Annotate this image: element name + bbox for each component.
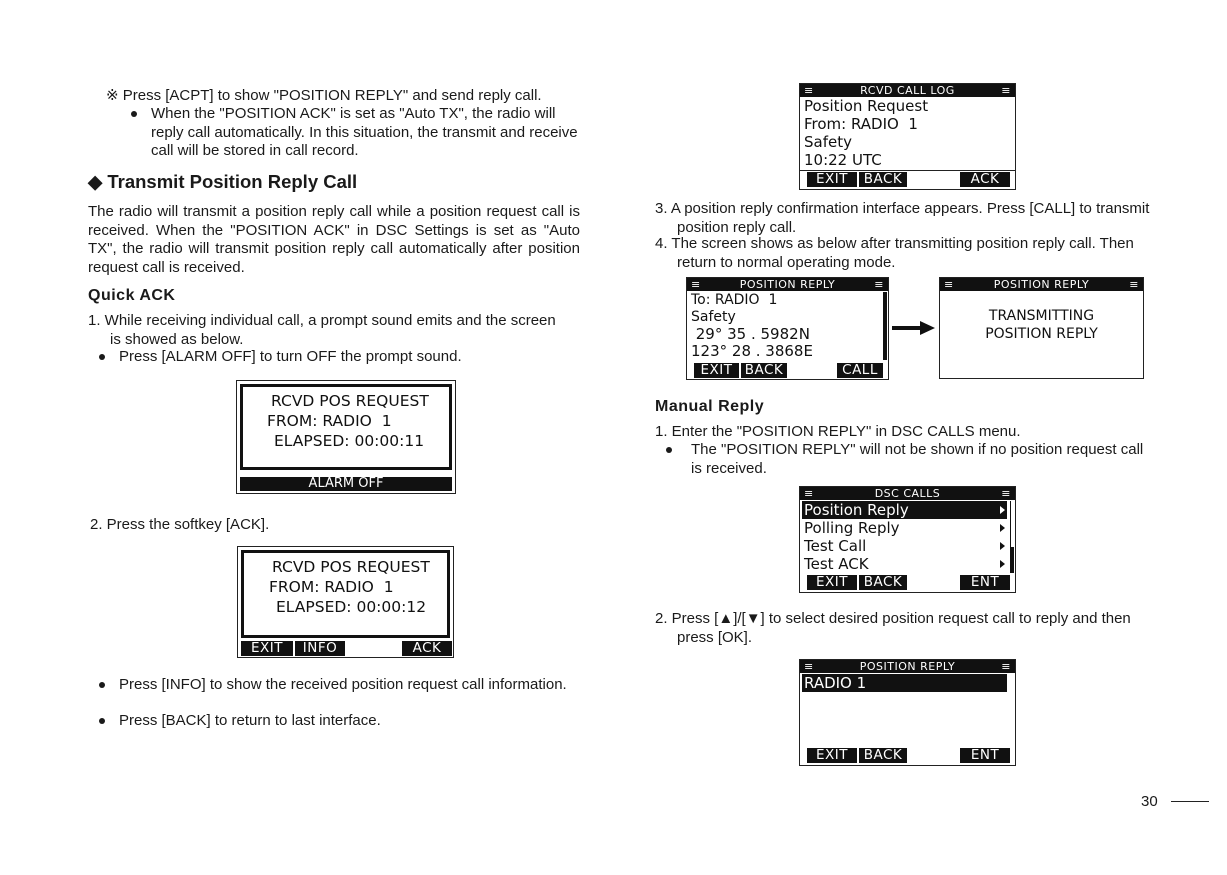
menu-icon: ≡ [1001,84,1011,97]
manual-bullet [666,441,1146,478]
screen-position-reply-list [799,659,1016,766]
lcd-line: Safety [804,133,852,151]
lcd-title: POSITION REPLY [739,278,836,291]
menu-icon: ≡ [804,84,814,97]
manual-step-2: 2. Press [▲]/[▼] to select desired position request call to reply and then press [OK]. [655,610,1131,646]
step-4: 4. The screen shows as below after transmitting position reply call. Then return to normal operating mode. [655,235,1134,271]
softkey-bar [687,363,888,379]
menu-icon: ≡ [804,660,814,673]
screen-rcvd-pos-request-ack [237,546,454,658]
page-number-rule [1171,801,1209,802]
lcd-line: To: RADIO 1 [691,292,778,308]
lcd-title-bar [940,278,1143,291]
ent-softkey[interactable]: ENT [960,575,1010,590]
step-2: 2. Press the softkey [ACK]. [90,516,270,533]
lcd-line: POSITION REPLY [985,326,1098,342]
menu-icon: ≡ [874,278,884,291]
lcd-title: DSC CALLS [874,487,941,500]
exit-softkey[interactable]: EXIT [807,575,857,590]
lcd-line: ELAPSED: 00:00:11 [274,432,425,450]
lcd-line: RCVD POS REQUEST [271,392,429,410]
softkey-bar [800,575,1015,592]
alarm-off-softkey[interactable]: ALARM OFF [240,477,452,491]
lcd-title: POSITION REPLY [993,278,1090,291]
quick-ack-heading: Quick ACK [88,287,176,304]
ack-softkey[interactable]: ACK [960,172,1010,187]
page-number: 30 [1141,793,1158,810]
info-softkey[interactable]: INFO [295,641,345,656]
menu-icon: ≡ [691,278,701,291]
lcd-title-bar [800,660,1015,673]
lcd-title: RCVD CALL LOG [860,84,955,97]
back-bullet-text: Press [BACK] to return to last interface. [119,712,381,729]
menu-item-test-call[interactable]: Test Call [804,537,867,555]
exit-softkey[interactable]: EXIT [241,641,293,656]
scrollbar-thumb[interactable] [1011,547,1014,573]
menu-icon: ≡ [804,487,814,500]
bullet-dot [99,682,105,688]
info-bullet [99,676,581,695]
lcd-line: 123° 28 . 3868E [691,342,813,360]
lcd-line: Safety [691,309,736,325]
lcd-body [240,384,452,470]
intro-paragraph: The radio will transmit a position reply call while a position request call is received. When the "POSITION ACK" in DSC Settings is set as "Auto TX", the radio will transmit position reply call automatically after position request call is received. [88,203,580,276]
back-bullet [99,712,581,731]
section-title: ◆ Transmit Position Reply Call [88,171,358,192]
lcd-line: TRANSMITTING [988,308,1095,324]
exit-softkey[interactable]: EXIT [694,363,739,378]
exit-softkey[interactable]: EXIT [807,172,857,187]
softkey-bar [800,172,1015,189]
screen-dsc-calls [799,486,1016,593]
back-softkey[interactable]: BACK [859,748,907,763]
menu-item-polling-reply[interactable]: Polling Reply [804,519,900,537]
lcd-line: From: RADIO 1 [804,115,918,133]
bullet-dot [99,354,105,360]
manual-step-1: 1. Enter the "POSITION REPLY" in DSC CALLS menu. [655,423,1021,440]
menu-icon: ≡ [1001,487,1011,500]
lcd-line: RCVD POS REQUEST [272,558,430,576]
step-1: 1. While receiving individual call, a prompt sound emits and the screen is showed as below. [88,312,556,348]
bullet-dot [666,447,672,453]
exit-softkey[interactable]: EXIT [807,748,857,763]
lcd-title-bar [800,487,1015,500]
lcd-line: FROM: RADIO 1 [267,412,392,430]
bullet-dot [99,718,105,724]
lcd-line: Position Request [804,97,929,115]
softkey-bar [238,641,453,657]
note-bullet-text: When the "POSITION ACK" is set as "Auto TX", the radio will reply call automatically. In this situation, the transmit and receive call will be stored in call record. [151,105,578,159]
lcd-line: 29° 35 . 5982N [691,325,810,343]
menu-item-test-ack[interactable]: Test ACK [804,555,869,573]
list-item-radio-1[interactable]: RADIO 1 [802,674,1007,692]
scrollbar[interactable] [883,292,887,360]
back-softkey[interactable]: BACK [859,575,907,590]
menu-icon: ≡ [944,278,954,291]
manual-reply-heading: Manual Reply [655,398,765,415]
chevron-right-icon [1000,560,1005,568]
lcd-line: FROM: RADIO 1 [269,578,394,596]
screen-position-reply-call [686,277,889,380]
back-softkey[interactable]: BACK [859,172,907,187]
screen-transmitting [939,277,1144,379]
menu-item-position-reply[interactable]: Position Reply [802,501,1007,519]
note-bullet [131,105,581,161]
softkey-bar [800,748,1015,765]
right-arrow-icon [892,320,936,336]
bullet-dot [131,111,137,117]
lcd-title-bar [800,84,1015,97]
chevron-right-icon [1000,542,1005,550]
menu-icon: ≡ [1001,660,1011,673]
step1-bullet [99,348,549,367]
step-3: 3. A position reply confirmation interface appears. Press [CALL] to transmit position reply call. [655,200,1150,236]
lcd-title: POSITION REPLY [859,660,956,673]
lcd-body [241,550,450,638]
lcd-title-bar [687,278,888,291]
ent-softkey[interactable]: ENT [960,748,1010,763]
call-softkey[interactable]: CALL [837,363,883,378]
screen-rcvd-call-log [799,83,1016,190]
manual-bullet-text: The "POSITION REPLY" will not be shown if no position request call is received. [691,441,1144,477]
lcd-line: 10:22 UTC [804,151,882,169]
chevron-right-icon [1000,506,1005,514]
back-softkey[interactable]: BACK [741,363,787,378]
info-bullet-text: Press [INFO] to show the received position request call information. [119,676,567,693]
lcd-line: ELAPSED: 00:00:12 [276,598,427,616]
note-line: ※ Press [ACPT] to show "POSITION REPLY" and send reply call. [106,87,542,104]
screen-rcvd-pos-request-alarm [236,380,456,494]
step1-bullet-text: Press [ALARM OFF] to turn OFF the prompt sound. [119,348,462,365]
chevron-right-icon [1000,524,1005,532]
ack-softkey[interactable]: ACK [402,641,452,656]
menu-icon: ≡ [1129,278,1139,291]
